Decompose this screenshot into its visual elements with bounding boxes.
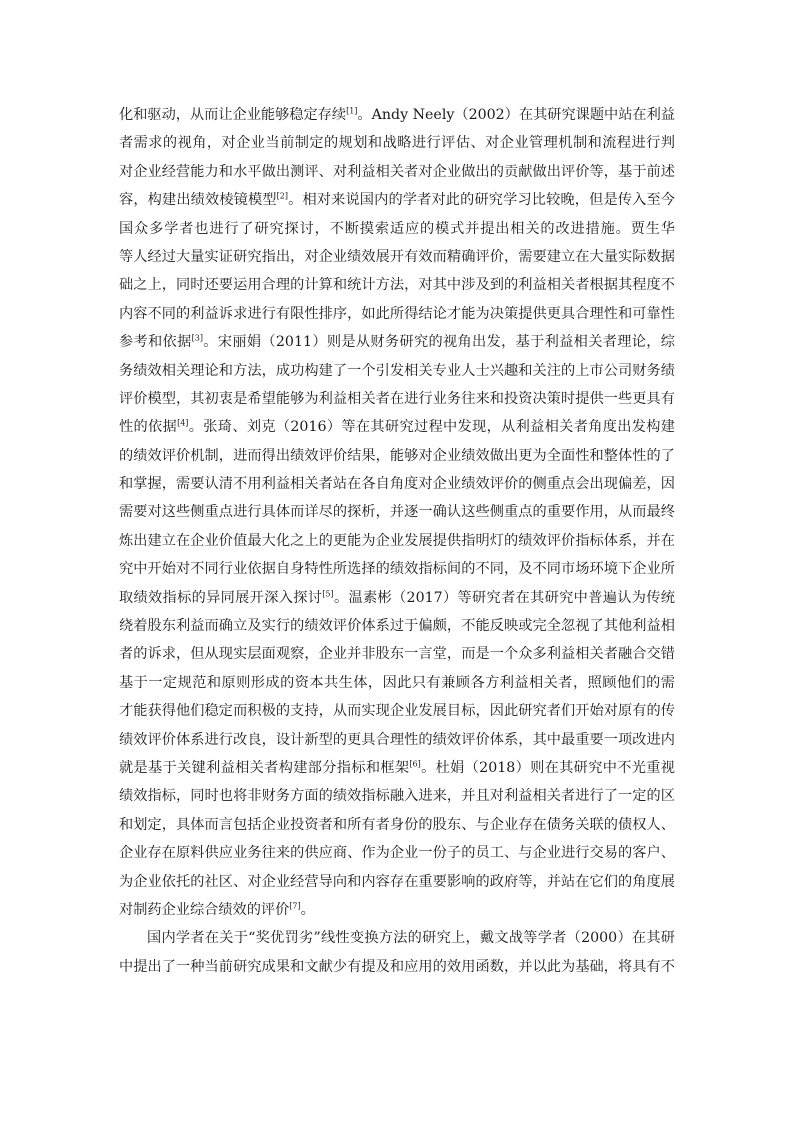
text-line [119, 839, 675, 867]
citation-marker: [7] [289, 901, 301, 911]
text-line [119, 584, 675, 612]
text-line [119, 470, 675, 498]
text-line [119, 271, 675, 299]
text-line [119, 498, 675, 526]
citation-marker: [2] [276, 191, 288, 201]
citation-marker: [4] [177, 418, 189, 428]
text-line-content: 国内学者在关于“奖优罚劣”线性变换方法的研究上，戴文战等学者（2000）在其研 [147, 930, 675, 947]
text-line [119, 413, 675, 441]
text-line-content: 中提出了一种当前研究成果和文献少有提及和应用的效用函数，并以此为基础，将具有不 [119, 958, 675, 975]
text-line-content: 绩效指标，同时也将非财务方面的绩效指标融入进来，并且对利益相关者进行了一定的区 [119, 788, 675, 805]
text-line [119, 243, 675, 271]
text-line [119, 300, 675, 328]
citation-marker: [5] [322, 588, 334, 598]
text-line [119, 754, 675, 782]
text-line-content: 内容不同的利益诉求进行有限性排序，如此所得结论才能为决策提供更具合理性和可靠性 [119, 305, 675, 322]
text-line-content: 才能获得他们稳定而积极的支持，从而实现企业发展目标，因此研究者们开始对原有的传 [119, 703, 675, 720]
body-text [119, 101, 675, 981]
text-line-content: 和掌握，需要认清不用利益相关者站在各自角度对企业绩效评价的侧重点会出现偏差，因 [119, 476, 675, 493]
text-line [119, 953, 675, 981]
text-line-content: 对企业经营能力和水平做出测评、对利益相关者对企业做出的贡献做出评价等，基于前述 [119, 163, 675, 180]
text-line [119, 215, 675, 243]
citation-marker: [3] [191, 333, 203, 343]
text-line-content: 性的依据[4]。张琦、刘克（2016）等在其研究过程中发现，从利益相关者角度出发构建 [119, 418, 675, 436]
text-line-content: 础之上，同时还要运用合理的计算和统计方法，对其中涉及到的利益相关者根据其程度不 [119, 277, 675, 294]
text-line-content: 化和驱动，从而让企业能够稳定存续[1]。Andy Neely（2002）在其研究课题中站在利益 [119, 106, 675, 123]
text-line [119, 385, 675, 413]
text-line [119, 328, 675, 356]
text-line [119, 697, 675, 725]
text-line-content: 绩效评价体系进行改良，设计新型的更具合理性的绩效评价体系，其中最重要一项改进内 [119, 731, 675, 748]
text-line [119, 158, 675, 186]
text-line-content: 的绩效评价机制，进而得出绩效评价结果，能够对企业绩效做出更为全面性和整体性的了 [119, 447, 675, 464]
text-line [119, 811, 675, 839]
text-line-content: 就是基于关键利益相关者构建部分指标和框架[6]。杜娟（2018）则在其研究中不光重视 [119, 759, 675, 776]
paragraph [119, 101, 675, 924]
text-line-content: 炼出建立在企业价值最大化之上的更能为企业发展提供指明灯的绩效评价指标体系，并在 [119, 532, 675, 549]
text-line-content: 者需求的视角，对企业当前制定的规划和战略进行评估、对企业管理机制和流程进行判 [119, 135, 675, 152]
citation-marker: [6] [409, 759, 421, 769]
text-line [119, 101, 675, 129]
text-line-content: 务绩效相关理论和方法，成功构建了一个引发相关专业人士兴趣和关注的上市公司财务绩 [119, 362, 675, 379]
text-line-content: 对制药企业综合绩效的评价[7]。 [119, 901, 315, 918]
text-line-content: 和划定，具体而言包括企业投资者和所有者身份的股东、与企业存在债务关联的债权人、 [119, 816, 675, 833]
text-line [119, 129, 675, 157]
text-line-content: 绕着股东利益而确立及实行的绩效评价体系过于偏颇，不能反映或完全忽视了其他利益相 [119, 618, 675, 635]
text-line-content: 者的诉求，但从现实层面观察，企业并非股东一言堂，而是一个众多利益相关者融合交错 [119, 646, 675, 663]
text-line [119, 782, 675, 810]
text-line [119, 896, 675, 924]
text-line-content: 参考和依据[3]。宋丽娟（2011）则是从财务研究的视角出发，基于利益相关者理论，综 [119, 333, 675, 351]
text-line-content: 评价模型，其初衷是希望能够为利益相关者在进行业务往来和投资决策时提供一些更具有 [119, 390, 675, 407]
text-line [119, 527, 675, 555]
text-line-content: 为企业依托的社区、对企业经营导向和内容存在重要影响的政府等，并站在它们的角度展 [119, 873, 675, 890]
text-line [119, 555, 675, 583]
text-line-content: 需要对这些侧重点进行具体而详尽的探析，并逐一确认这些侧重点的重要作用，从而最终 [119, 504, 675, 521]
text-line [119, 669, 675, 697]
citation-marker: [1] [346, 106, 358, 116]
text-line [119, 186, 675, 214]
text-line [119, 924, 675, 952]
text-line-content: 取绩效指标的异同展开深入探讨[5]。温素彬（2017）等研究者在其研究中普遍认为传统 [119, 588, 675, 606]
text-line [119, 612, 675, 640]
text-line-content: 等人经过大量实证研究指出，对企业绩效展开有效而精确评价，需要建立在大量实际数据 [119, 248, 675, 265]
text-line-content: 企业存在原料供应业务往来的供应商、作为企业一份子的员工、与企业进行交易的客户、 [119, 845, 675, 862]
text-line-content: 究中开始对不同行业依据自身特性所选择的绩效指标间的不同，及不同市场环境下企业所 [119, 561, 675, 578]
text-line [119, 726, 675, 754]
text-line [119, 868, 675, 896]
text-line [119, 442, 675, 470]
text-line [119, 640, 675, 668]
paragraph [119, 924, 675, 981]
text-line-content: 国众多学者也进行了研究探讨，不断摸索适应的模式并提出相关的改进措施。贾生华 [119, 220, 675, 237]
text-line-content: 容，构建出绩效棱镜模型[2]。相对来说国内的学者对此的研究学习比较晚，但是传入至今 [119, 191, 675, 209]
text-line-content: 基于一定规范和原则形成的资本共生体，因此只有兼顾各方利益相关者，照顾他们的需 [119, 674, 675, 691]
text-line [119, 357, 675, 385]
